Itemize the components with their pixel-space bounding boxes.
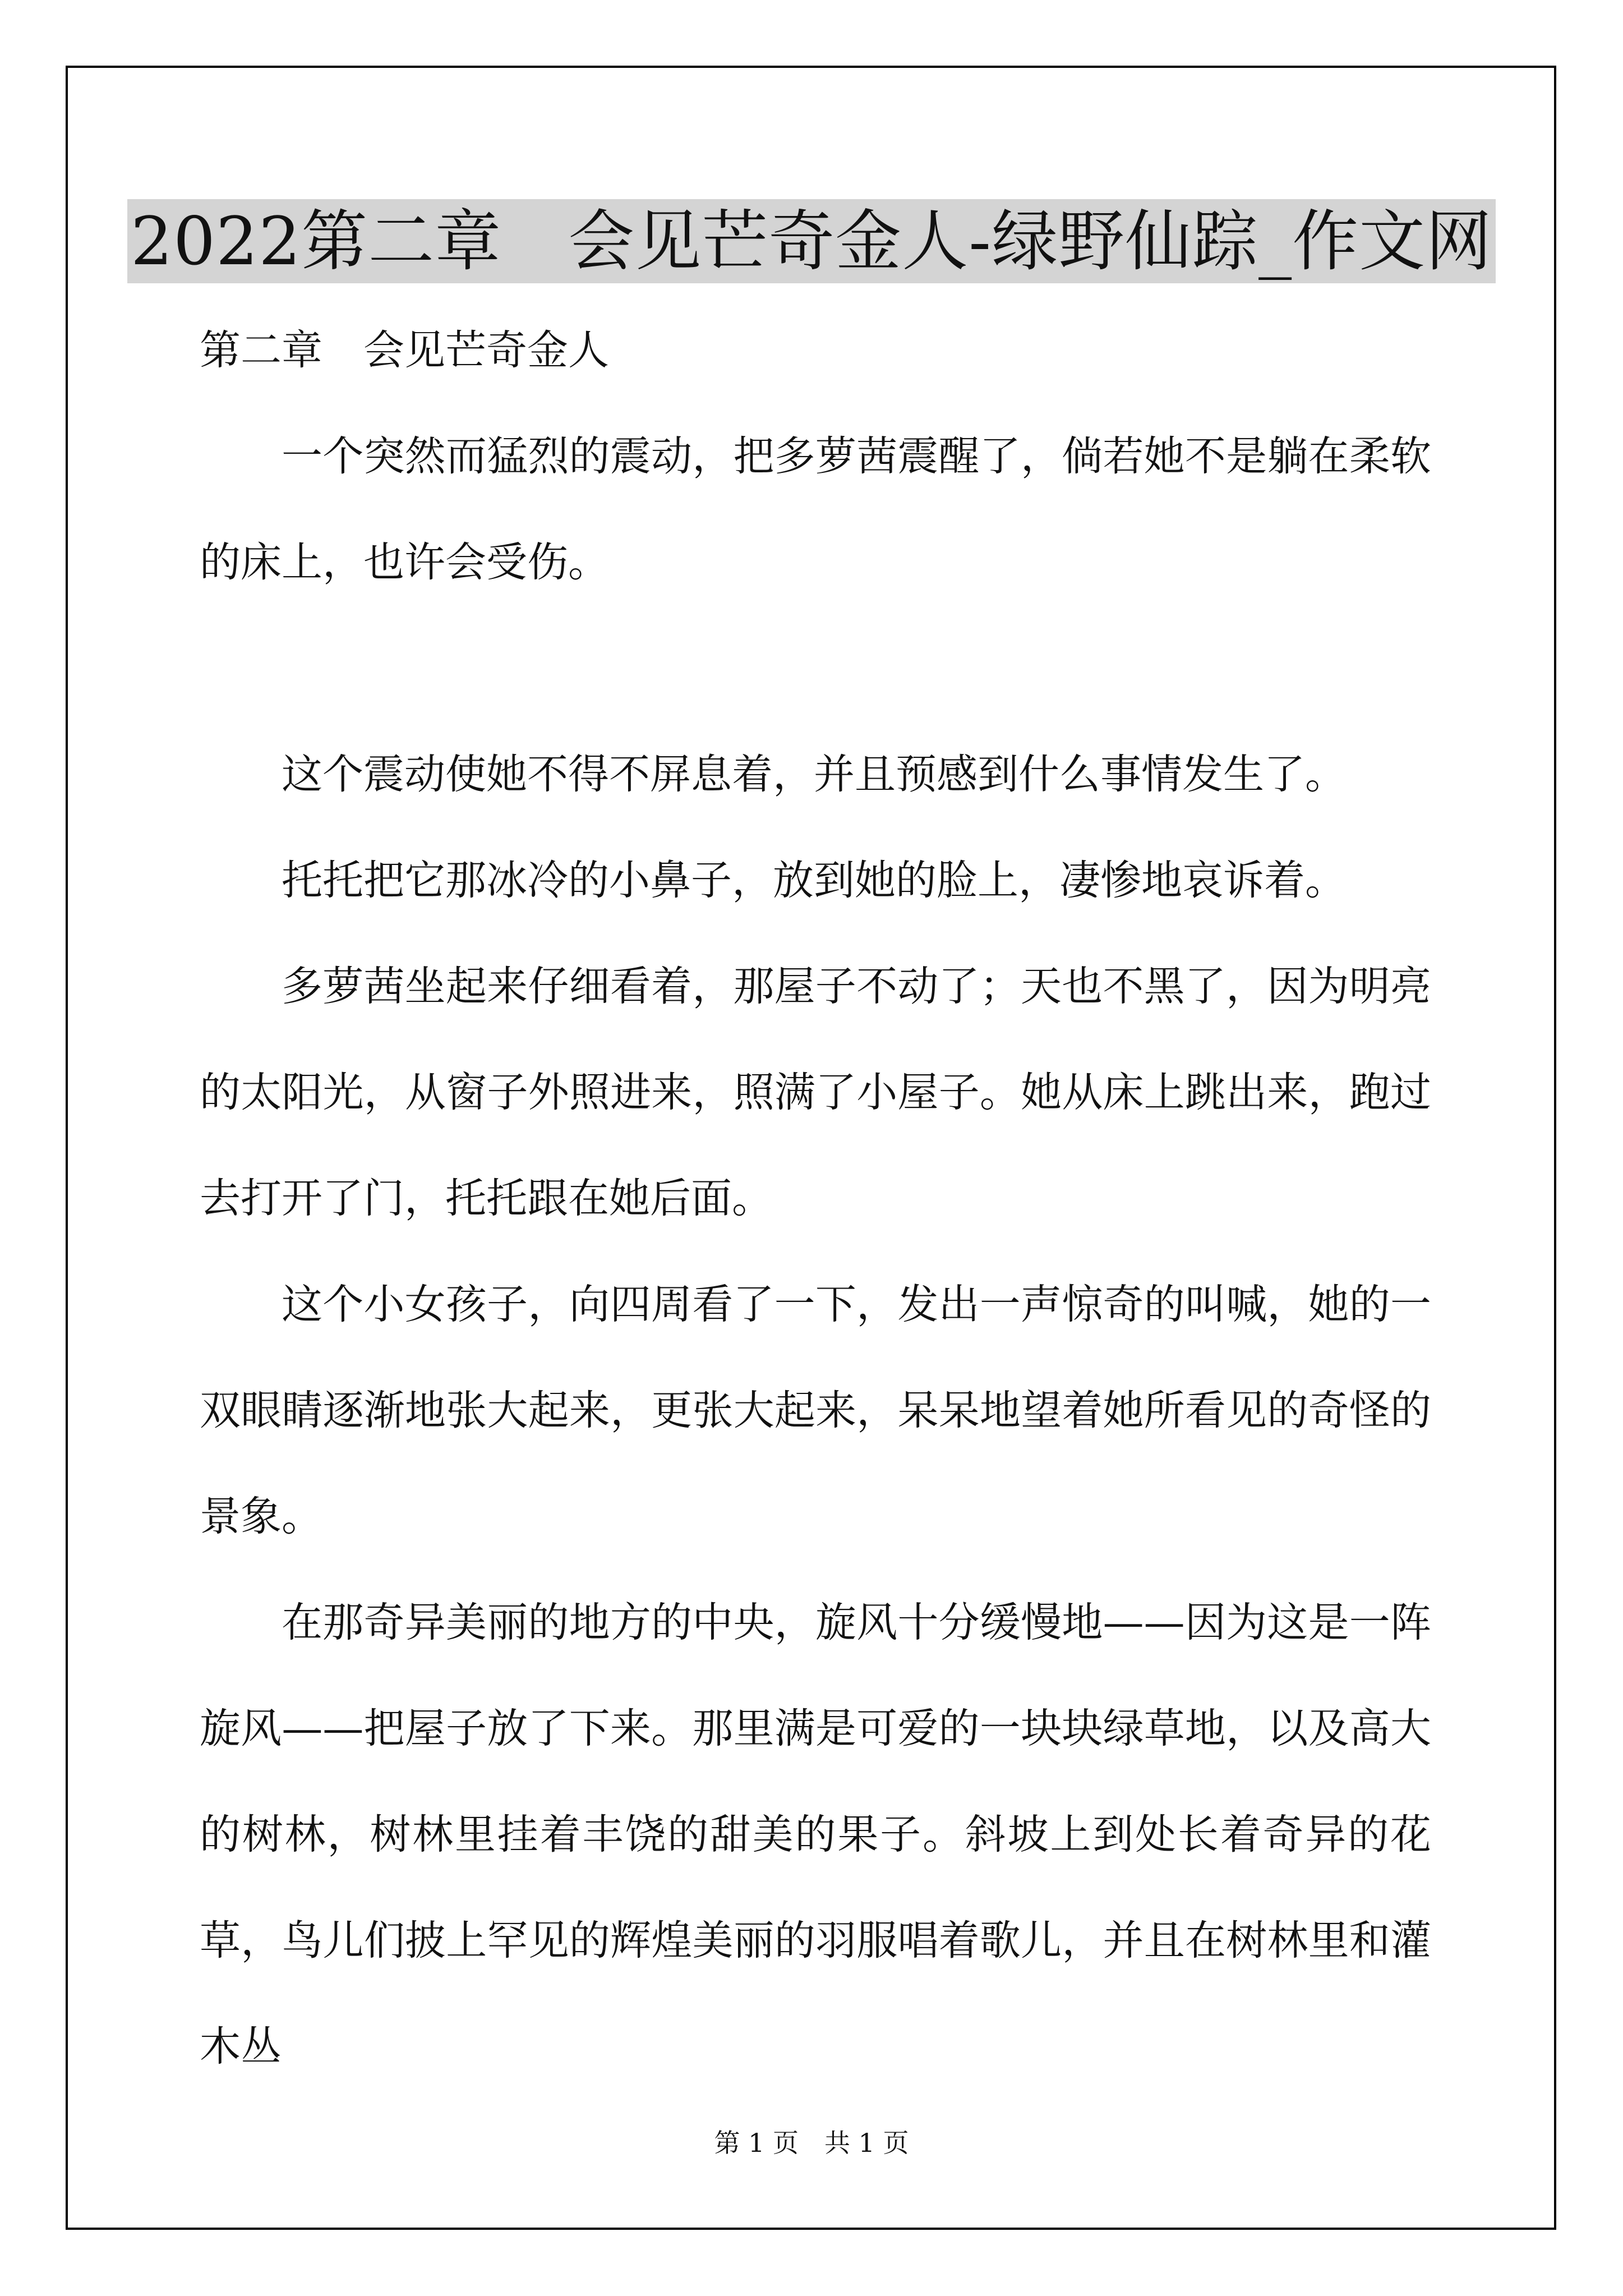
title-container (0, 199, 1623, 283)
paragraph-1: 一个突然而猛烈的震动，把多萝茜震醒了，倘若她不是躺在柔软的床上，也许会受伤。 (200, 432, 1431, 586)
document-body (200, 297, 1431, 2100)
chapter-subtitle: 第二章 会见芒奇金人 (200, 326, 609, 374)
paragraph-4: 多萝茜坐起来仔细看着，那屋子不动了；天也不黑了，因为明亮的太阳光，从窗子外照进来，照满了小屋子。她从床上跳出来，跑过去打开了门，托托跟在她后面。 (200, 963, 1431, 1222)
document-title: 2022第二章 会见芒奇金人-绿野仙踪_作文网 (127, 199, 1496, 283)
paragraph-3: 托托把它那冰冷的小鼻子，放到她的脸上，凄惨地哀诉着。 (282, 857, 1346, 904)
paragraph-6: 在那奇异美丽的地方的中央，旋风十分缓慢地——因为这是一阵旋风——把屋子放了下来。那里满是可爱的一块块绿草地，以及高大的树林，树林里挂着丰饶的甜美的果子。斜坡上到处长着奇异的花草，鸟儿们披上罕见的辉煌美丽的羽服唱着歌儿，并且在树林里和灌木丛 (200, 1599, 1431, 2070)
page-footer: 第 1 页 共 1 页 (714, 2128, 909, 2158)
paragraph-5: 这个小女孩子，向四周看了一下，发出一声惊奇的叫喊，她的一双眼睛逐渐地张大起来，更张大起来，呆呆地望着她所看见的奇怪的景象。 (200, 1281, 1431, 1540)
paragraph-2: 这个震动使她不得不屏息着，并且预感到什么事情发生了。 (282, 751, 1346, 798)
